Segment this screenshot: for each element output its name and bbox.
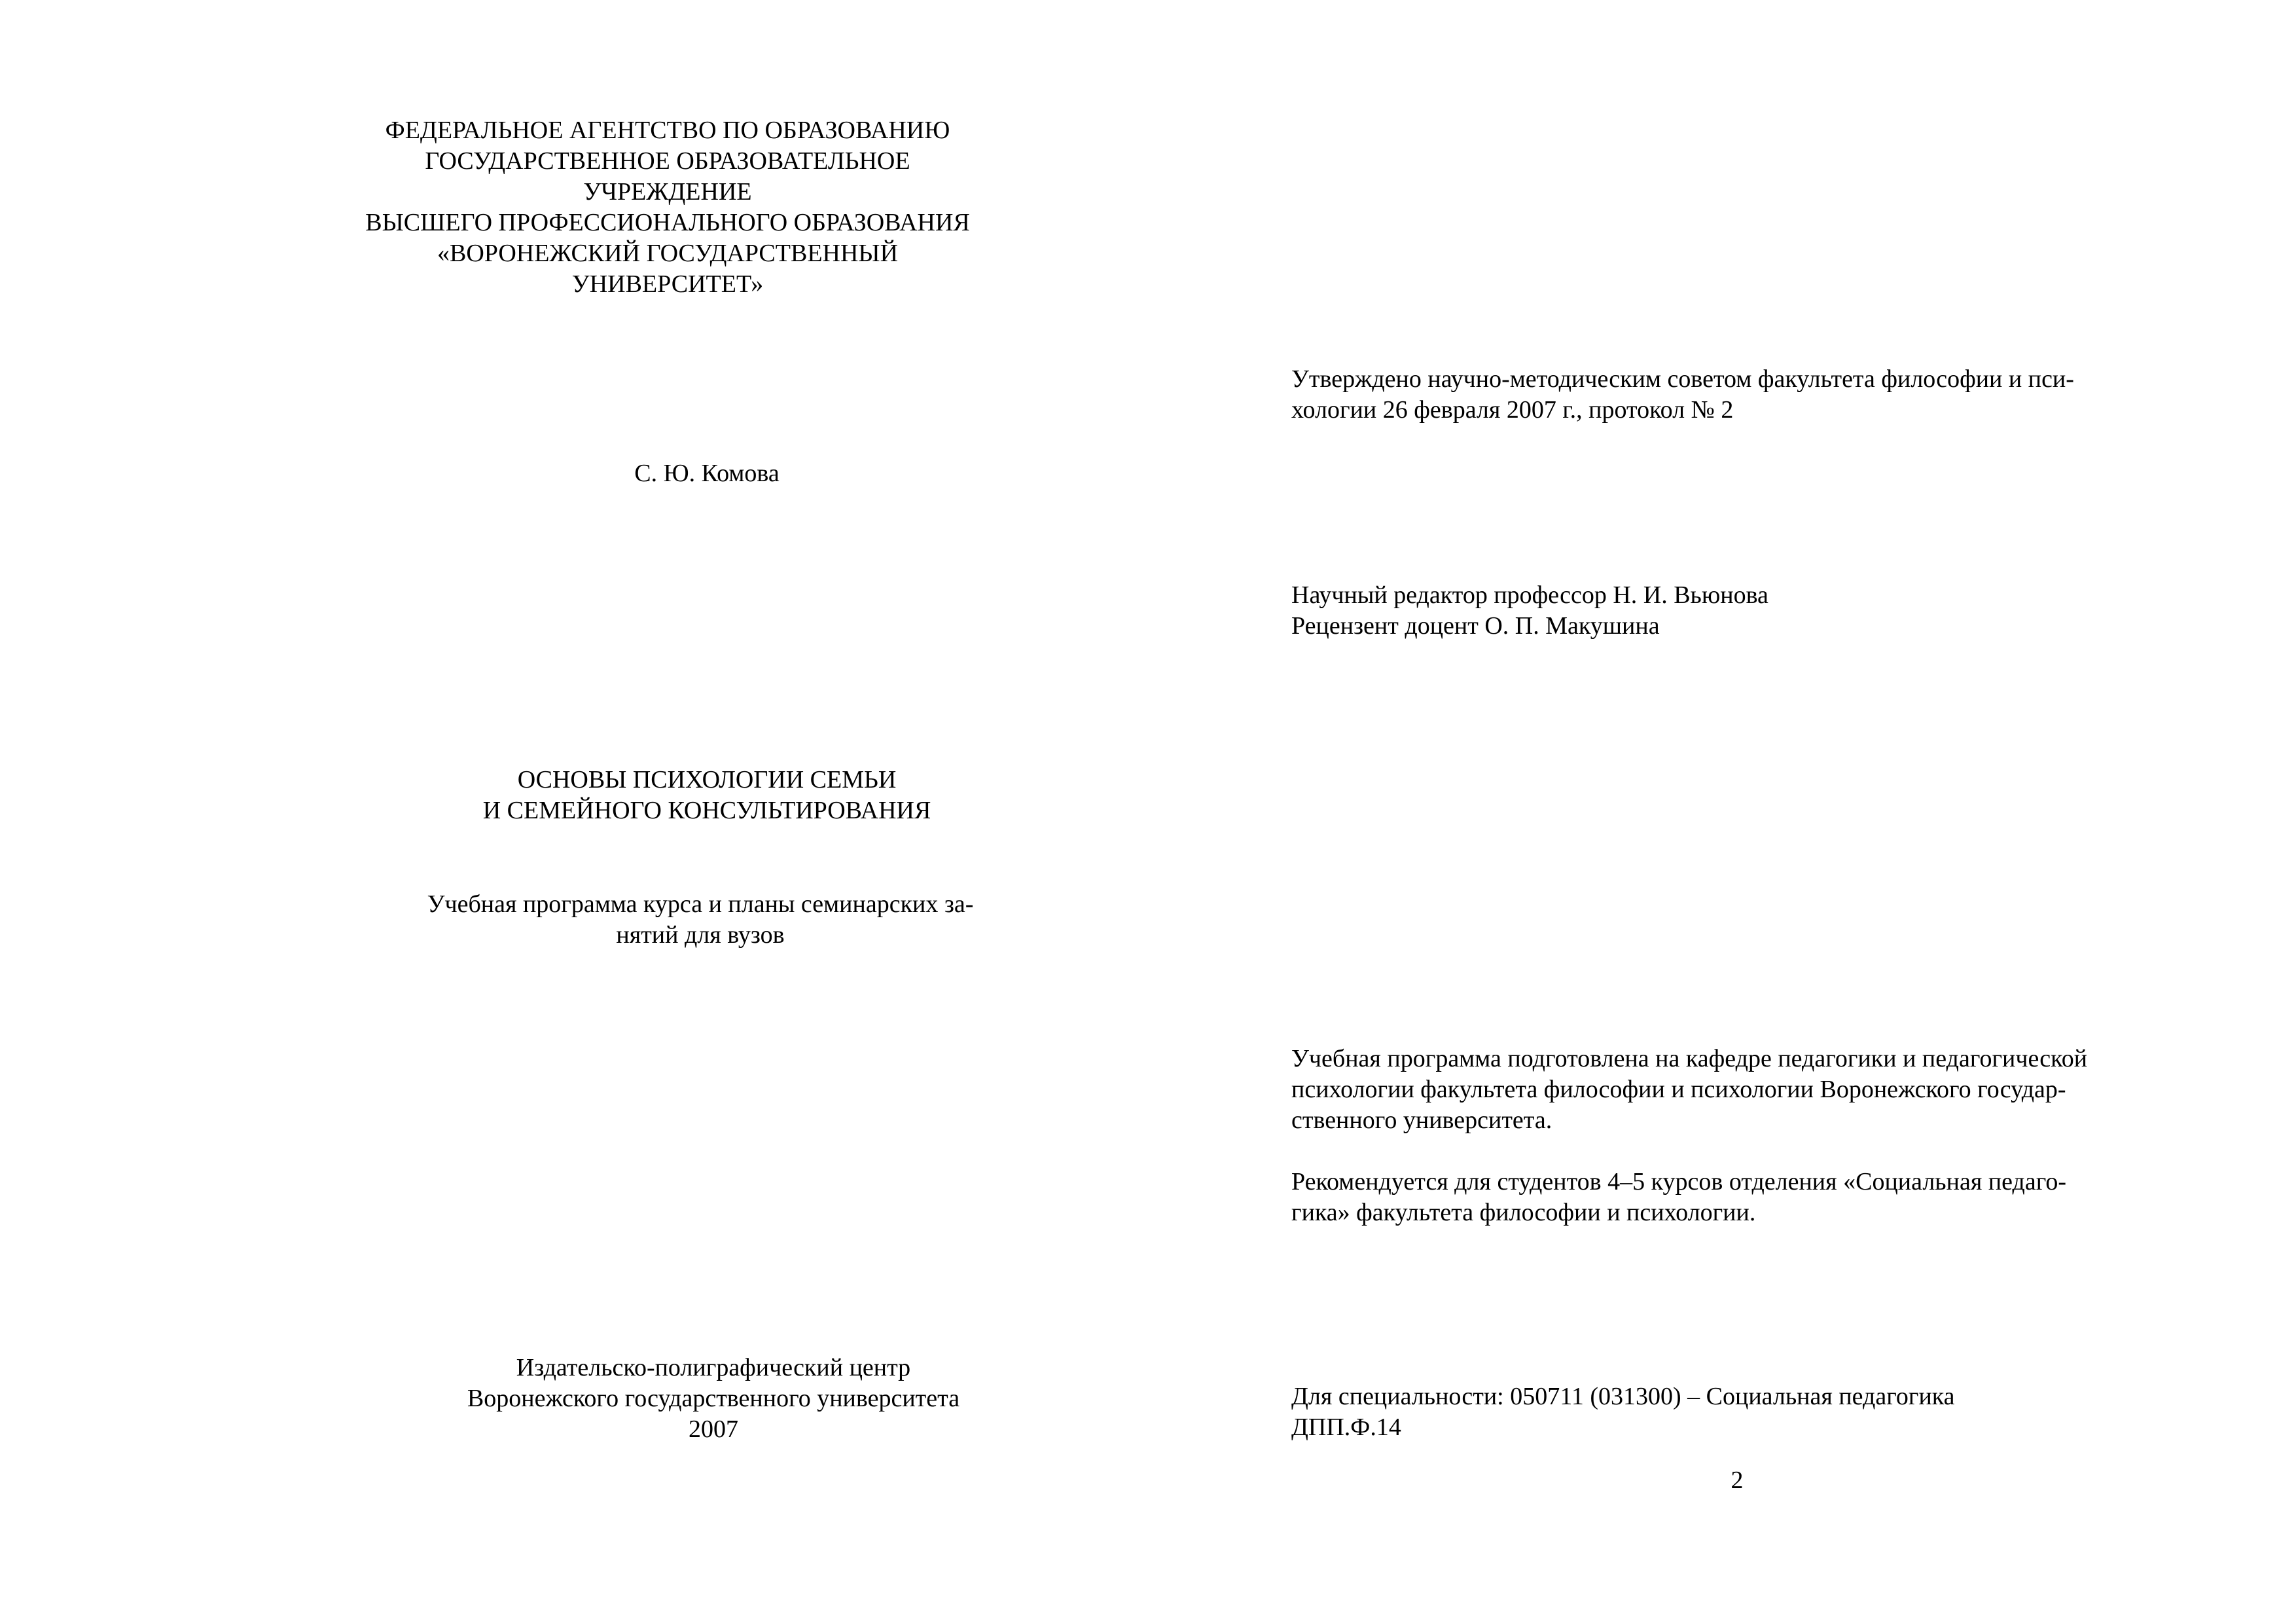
book-subtitle-line: нятий для вузов: [616, 921, 785, 949]
department-note-line: ственного университета.: [1291, 1106, 1552, 1134]
publisher-line: Издательско-полиграфический центр: [516, 1354, 911, 1381]
book-title: [353, 765, 1060, 826]
agency-header-line: ГОСУДАРСТВЕННОЕ ОБРАЗОВАТЕЛЬНОЕ: [425, 147, 910, 175]
recommendation-note-line: Рекомендуется для студентов 4–5 курсов отделения «Социальная педаго-: [1291, 1168, 2067, 1195]
author-name: [576, 458, 838, 489]
editors-block: [1291, 580, 2005, 642]
book-title-line: И СЕМЕЙНОГО КОНСУЛЬТИРОВАНИЯ: [482, 797, 931, 824]
recommendation-note: [1291, 1167, 2067, 1228]
department-note-line: Учебная программа подготовлена на кафедре педагогики и педагогической: [1291, 1045, 2088, 1072]
approval-note: [1291, 364, 2074, 426]
publisher-imprint: [353, 1353, 1073, 1445]
department-note-line: психологии факультета философии и психологии Воронежского государ-: [1291, 1076, 2066, 1103]
recommendation-note-line: гика» факультета философии и психологии.: [1291, 1199, 1756, 1226]
agency-header: [275, 115, 1060, 300]
department-note: [1291, 1044, 2088, 1136]
agency-header-line: ВЫСШЕГО ПРОФЕССИОНАЛЬНОГО ОБРАЗОВАНИЯ: [365, 209, 970, 236]
agency-header-line: УЧРЕЖДЕНИЕ: [583, 178, 752, 206]
approval-note-line: Утверждено научно-методическим советом факультета философии и пси-: [1291, 365, 2074, 393]
book-title-line: ОСНОВЫ ПСИХОЛОГИИ СЕМЬИ: [517, 766, 897, 793]
book-subtitle-line: Учебная программа курса и планы семинарских за-: [427, 890, 974, 918]
agency-header-line: УНИВЕРСИТЕТ»: [571, 270, 764, 298]
author-name-text: С. Ю. Комова: [634, 460, 780, 487]
imprint-page: [1148, 0, 2296, 1623]
agency-header-line: «ВОРОНЕЖСКИЙ ГОСУДАРСТВЕННЫЙ: [437, 240, 899, 267]
specialty-code: ДПП.Ф.14: [1291, 1413, 1401, 1441]
page-number: 2: [1731, 1467, 1744, 1494]
publisher-line: Воронежского государственного университета: [467, 1385, 960, 1412]
approval-note-line: хологии 26 февраля 2007 г., протокол № 2: [1291, 396, 1734, 424]
specialty-line: Для специальности: 050711 (031300) – Социальная педагогика: [1291, 1383, 1955, 1410]
reviewer: Рецензент доцент О. П. Макушина: [1291, 612, 1660, 640]
agency-header-line: ФЕДЕРАЛЬНОЕ АГЕНТСТВО ПО ОБРАЗОВАНИЮ: [385, 117, 950, 144]
scientific-editor: Научный редактор профессор Н. И. Вьюнова: [1291, 581, 1768, 609]
publication-year: 2007: [689, 1415, 738, 1443]
book-subtitle: [399, 889, 1001, 951]
specialty-note: [1291, 1381, 2005, 1443]
